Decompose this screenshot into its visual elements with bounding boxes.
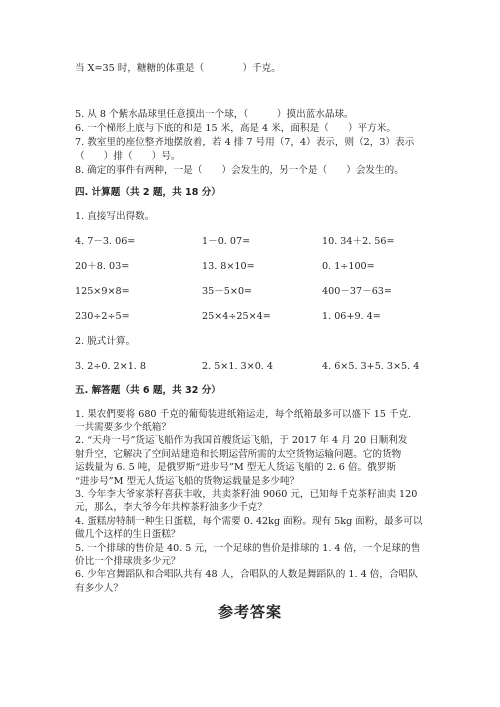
calc-grid-cell: 0. 1÷100=	[322, 261, 375, 272]
problem-line: 5. 一个排球的售价是 40. 5 元，一个足球的售价是排球的 1. 4 倍，一个足球的售	[75, 543, 421, 554]
problem-line: 有多少人？	[75, 583, 123, 594]
section-4-question-2: 2. 脱式计算。	[75, 336, 136, 347]
problem-line: 1. 果农們要将 680 千克的葡萄装进纸箱运走，每个纸箱最多可以盛下 15 千克.	[75, 409, 412, 420]
stepwise-calc-item: 4. 6×5. 3+5. 3×5. 4	[322, 361, 420, 372]
section-5-heading: 五. 解答题（共 6 题，共 32 分）	[75, 385, 221, 396]
section-4-question-1: 1. 直接写出得数。	[75, 211, 155, 222]
problem-line: 6. 少年宫舞蹈队和合唱队共有 48 人，合唱队的人数是舞蹈队的 1. 4 倍，合唱队	[75, 569, 418, 580]
calc-grid-cell: 125×9×8=	[75, 286, 130, 297]
section-4-heading: 四. 计算题（共 2 题，共 18 分）	[75, 187, 221, 198]
calc-grid-cell: 25×4÷25×4=	[202, 311, 271, 322]
calc-grid-cell: 20＋8. 03=	[75, 261, 130, 272]
problem-line: “进步号”M 型无人货运飞船的货物运载量是多少吨？	[75, 476, 300, 487]
question-7: 7. 教室里的座位整齐地摆放着，若 4 排 7 号用（7，4）表示，则（2，3）表示	[75, 137, 415, 148]
calc-grid-cell: 35－5×0=	[202, 286, 253, 297]
question-6: 6. 一个梯形上底与下底的和是 15 米，高是 4 米，面积是（ ）平方米。	[75, 123, 396, 134]
problem-line: 射升空，它解决了空间站建造和长期运营所需的太空货物运输问题。它的货物	[75, 449, 402, 460]
problem-line: 运载量为 6. 5 吨，是俄罗斯“进步号”M 型无人货运飞船的 2. 6 倍。俄罗斯	[75, 462, 396, 473]
calc-grid-cell: 230÷2÷5=	[75, 311, 130, 322]
problem-line: 元，那么，李大爷今年共榨茶籽油多少千克？	[75, 502, 267, 513]
problem-line: 做几个这样的生日蛋糕？	[75, 529, 181, 540]
calc-grid-cell: 400－37－63=	[322, 286, 392, 297]
calc-grid-cell: 13. 8×10=	[202, 261, 255, 272]
question-5: 5. 从 8 个紫水晶球里任意摸出一个球，（ ）摸出蓝水晶球。	[75, 109, 354, 120]
question-8: 8. 确定的事件有两种，一是（ ）会发生的，另一个是（ ）会发生的。	[75, 165, 404, 176]
stepwise-calc-item: 3. 2÷0. 2×1. 8	[75, 361, 146, 372]
calc-grid-cell: 1. 06+9. 4=	[322, 311, 381, 322]
problem-line: 4. 蛋糕房特制一种生日蛋糕，每个需要 0. 42kg 面粉。现有 5kg 面粉，最多可以	[75, 516, 423, 527]
calc-grid-cell: 1－0. 07=	[202, 236, 251, 247]
question-7-continued: （ ）排（ ）号。	[75, 151, 181, 162]
problem-line: 3. 今年李大爷家茶籽喜获丰收，共卖茶籽油 9060 元，已知每千克茶籽油卖 120	[75, 489, 418, 500]
answer-key-title: 参考答案	[217, 603, 282, 621]
stepwise-calc-item: 2. 5×1. 3×0. 4	[202, 361, 273, 372]
problem-line: 价比一个排球贵多少元？	[75, 556, 181, 567]
problem-line: 一共需要多少个纸箱？	[75, 422, 171, 433]
calc-grid-cell: 10. 34＋2. 56=	[322, 236, 395, 247]
problem-line: 2. “天舟一号”货运飞船作为我国首艘货运飞船，于 2017 年 4 月 20 日顺利发	[75, 435, 408, 446]
calc-grid-cell: 4. 7－3. 06=	[75, 236, 136, 247]
question-weight-line: 当 X=35 时，糖糖的体重是（ ）千克。	[75, 63, 281, 74]
